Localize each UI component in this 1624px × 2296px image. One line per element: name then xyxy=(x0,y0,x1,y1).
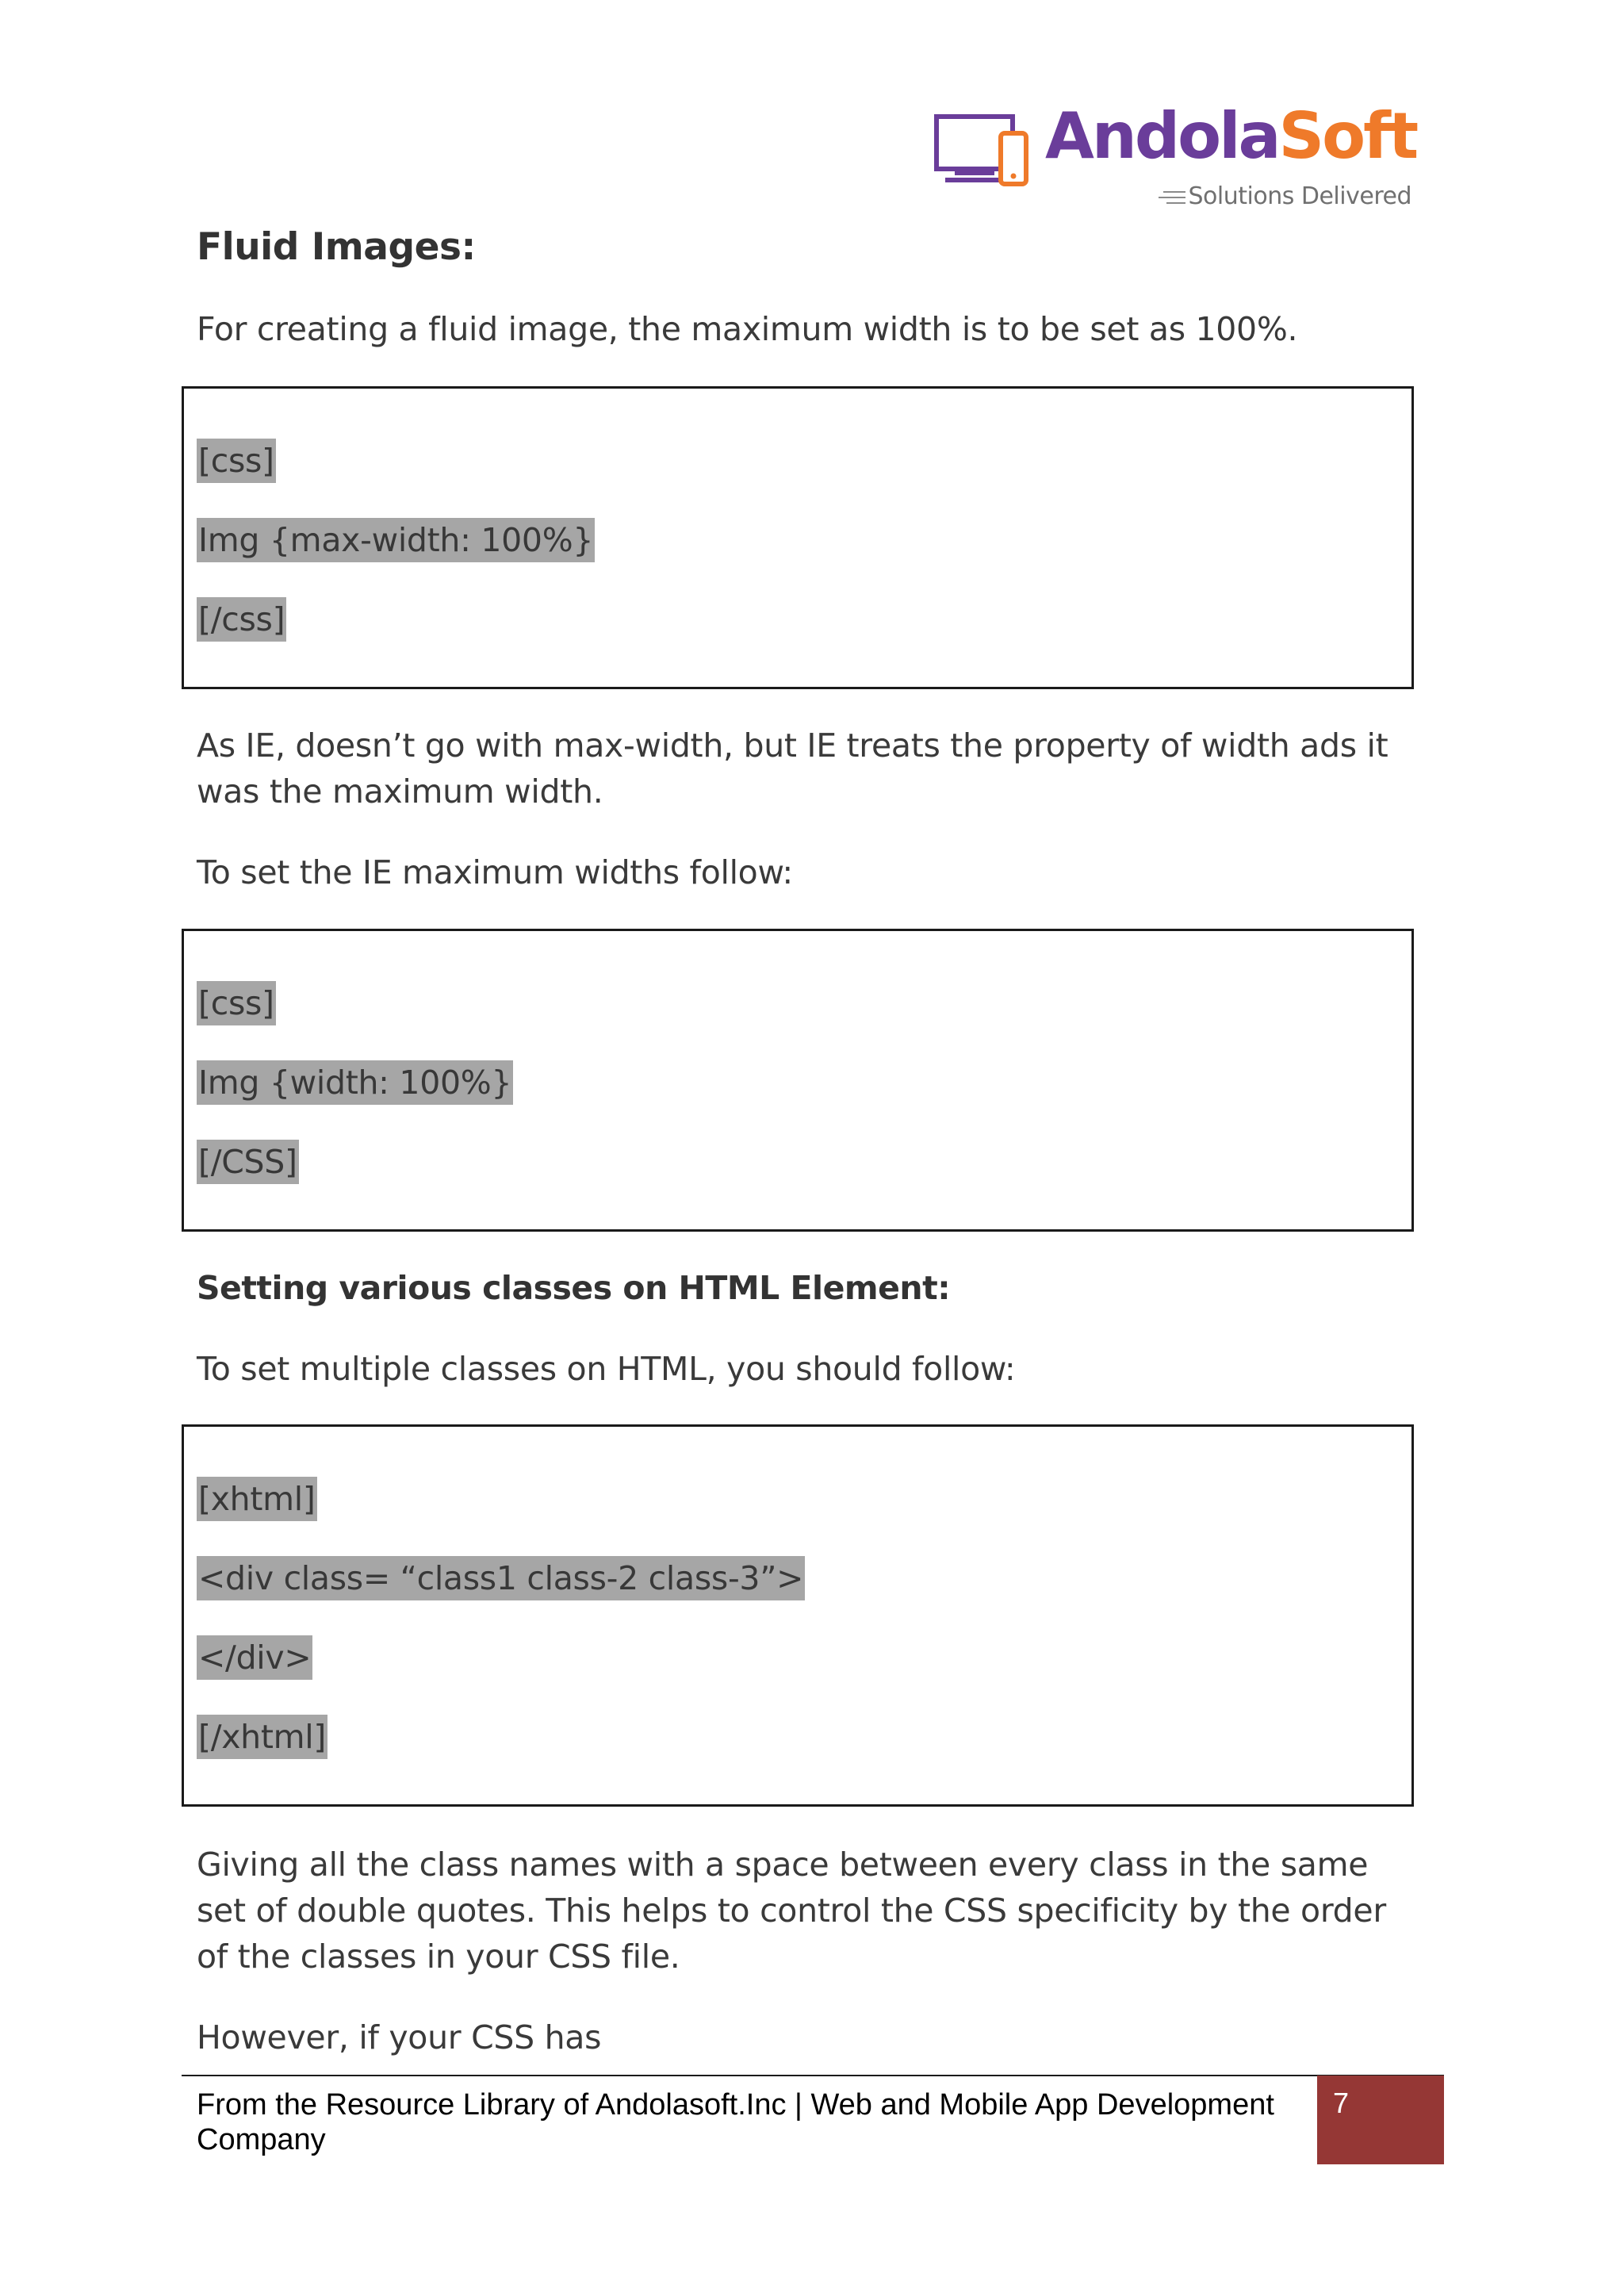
page-number: 7 xyxy=(1333,2087,1350,2119)
paragraph-ie-note: As IE, doesn’t go with max-width, but IE treats the property of width ads it was the maximum width. xyxy=(197,726,1388,811)
code-line: [css] xyxy=(197,981,276,1025)
code-block-width xyxy=(182,929,1414,1232)
paragraph-however: However, if your CSS has xyxy=(197,2018,602,2056)
code-line: <div class= “class1 class-2 class-3”> xyxy=(197,1556,805,1600)
andolasoft-logo xyxy=(934,99,1417,210)
code-block-xhtml xyxy=(182,1424,1414,1807)
paragraph-ie-follow: To set the IE maximum widths follow: xyxy=(197,853,793,891)
paragraph-class-names: Giving all the class names with a space between every class in the same set of double quotes. This helps to control the CSS specificity by the order of the classes in your CSS file. xyxy=(197,1846,1386,1976)
code-line: </div> xyxy=(197,1635,312,1680)
code-line: [css] xyxy=(197,439,276,483)
devices-logo-icon xyxy=(934,114,1029,190)
logo-wordmark: AndolaSoft xyxy=(1045,99,1417,173)
tagline-lines-icon xyxy=(1159,190,1185,205)
code-line: [/xhtml] xyxy=(197,1715,327,1759)
footer-divider xyxy=(182,2075,1444,2076)
code-line: [xhtml] xyxy=(197,1477,317,1521)
paragraph-fluid-intro: For creating a fluid image, the maximum width is to be set as 100%. xyxy=(197,310,1298,348)
logo-tagline: Solutions Delivered xyxy=(1159,182,1412,210)
code-line: [/css] xyxy=(197,597,286,642)
page-number-box xyxy=(1317,2076,1444,2164)
code-line: Img {width: 100%} xyxy=(197,1060,513,1105)
code-block-max-width xyxy=(182,386,1414,689)
section-heading: Fluid Images: xyxy=(197,225,476,269)
code-line: Img {max-width: 100%} xyxy=(197,518,595,562)
subsection-heading: Setting various classes on HTML Element: xyxy=(197,1269,951,1307)
code-line: [/CSS] xyxy=(197,1140,299,1184)
paragraph-classes-intro: To set multiple classes on HTML, you should follow: xyxy=(197,1350,1016,1388)
footer-text: From the Resource Library of Andolasoft.Inc | Web and Mobile App Development Company xyxy=(197,2088,1274,2156)
